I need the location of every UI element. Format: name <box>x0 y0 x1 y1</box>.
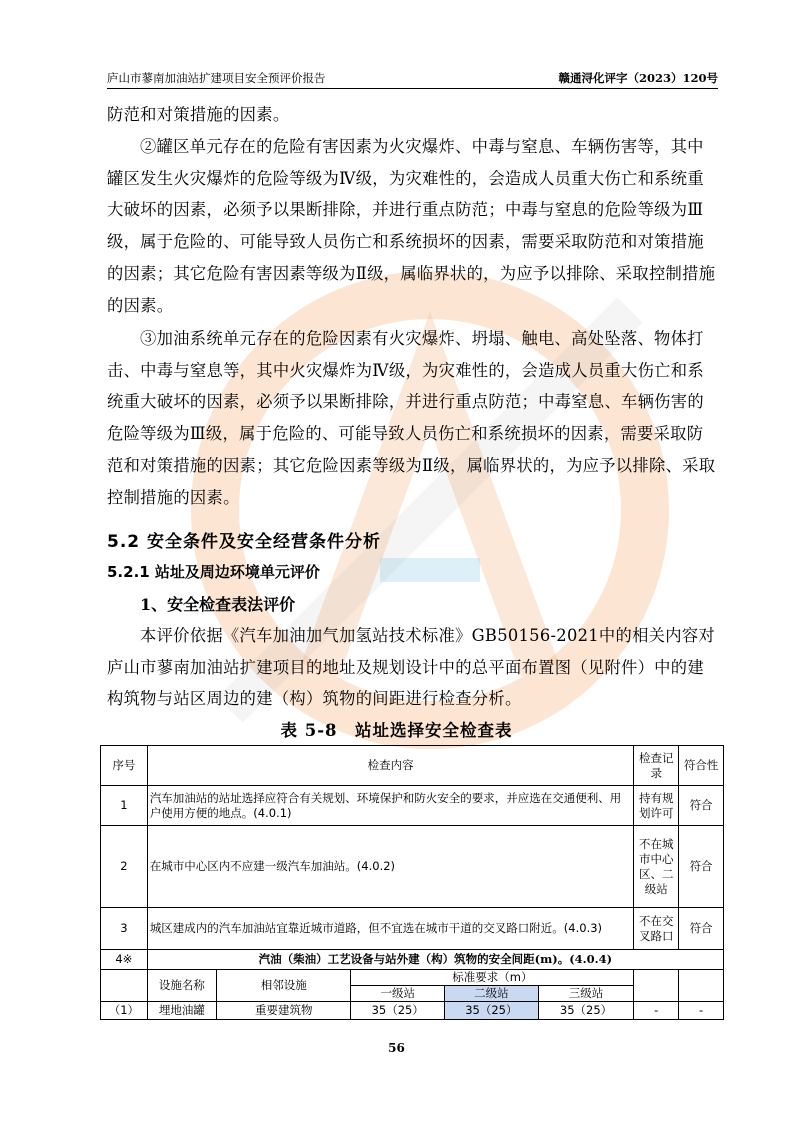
paragraph-2: ②罐区单元存在的危险有害因素为火灾爆炸、中毒与窒息、车辆伤害等，其中罐区发生火灾爆炸的危险等级为Ⅳ级，为灾难性的，会造成人员重大伤亡和系统重大破坏的因素，必须予以果断排除，并进行重点防范；中毒与窒息的危险等级为Ⅲ级，属于危险的、可能导致人员伤亡和系统损坏的因素，需要采取防范和对策措施的因素；其它危险有害因素等级为Ⅱ级，属临界状的，为应予以排除、采取控制措施的因素。 <box>107 137 716 315</box>
table-row <box>101 908 724 950</box>
table-row <box>101 826 724 908</box>
table-row <box>101 786 724 826</box>
section-heading-5-2: 5.2 安全条件及安全经营条件分析 <box>107 532 382 552</box>
sub-header-grade-1: 一级站 <box>351 986 445 1002</box>
row-no: 1 <box>101 786 148 826</box>
row-record: 持有规划许可 <box>634 786 679 826</box>
sub-header-grade-2: 二级站 <box>445 986 539 1002</box>
sub-row-grade-3: 35（25） <box>538 1002 634 1020</box>
paragraph-1: 防范和对策措施的因素。 <box>107 105 290 124</box>
sub-row-adjacent: 重要建筑物 <box>217 1002 351 1020</box>
row-no: 2 <box>101 826 148 908</box>
sub-row-grade-2: 35（25） <box>445 1002 539 1020</box>
section-heading-5-2-1: 5.2.1 站址及周边环境单元评价 <box>107 563 320 581</box>
sub-header-facility: 设施名称 <box>147 970 216 1002</box>
row-content: 城区建成内的汽车加油站宜靠近城市道路，但不宜选在城市干道的交叉路口附近。(4.0.3) <box>147 908 634 950</box>
sub-header-adjacent: 相邻设施 <box>217 970 351 1002</box>
header-record: 检查记录 <box>634 746 679 786</box>
sub-header-standard: 标准要求（m） <box>351 970 634 986</box>
subsection-heading: 1、安全检查表法评价 <box>140 595 296 614</box>
paragraph-3: ③加油系统单元存在的危险因素有火灾爆炸、坍塌、触电、高处坠落、物体打击、中毒与窒息等，其中火灾爆炸为Ⅳ级，为灾难性的，会造成人员重大伤亡和系统重大破坏的因素，必须予以果断排除，并进行重点防范；中毒窒息、车辆伤害的危险等级为Ⅲ级，属于危险的、可能导致人员伤亡和系统损坏的因素，需要采取防范和对策措施的因素；其它危险因素等级为Ⅱ级，属临界状的，为应予以排除、采取控制措施的因素。 <box>107 329 716 507</box>
row-result: 符合 <box>679 826 724 908</box>
row-no: 4※ <box>101 950 148 970</box>
site-selection-checklist-table <box>100 745 724 1020</box>
page-header <box>107 68 718 89</box>
sub-header-grade-3: 三级站 <box>538 986 634 1002</box>
row-result: 符合 <box>679 908 724 950</box>
row-no: 3 <box>101 908 148 950</box>
row-record: 不在城市中心区、二级站 <box>634 826 679 908</box>
sub-row-facility: 埋地油罐 <box>147 1002 216 1020</box>
row-result: 符合 <box>679 786 724 826</box>
header-no: 序号 <box>101 746 148 786</box>
header-result: 符合性 <box>679 746 724 786</box>
page-number: 56 <box>388 1041 405 1055</box>
paragraph-4: 本评价依据《汽车加油加气加氢站技术标准》GB50156-2021中的相关内容对庐山市蓼南加油站扩建项目的地址及规划设计中的总平面布置图（见附件）中的建构筑物与站区周边的建（构）筑物的间距进行检查分析。 <box>107 626 715 709</box>
sub-row-no: （1） <box>101 1002 148 1020</box>
sub-row-grade-1: 35（25） <box>351 1002 445 1020</box>
table-caption: 表 5-8 站址选择安全检查表 <box>280 721 513 740</box>
table-row-4 <box>101 950 724 970</box>
sub-header-row <box>101 970 724 986</box>
table-header-row <box>101 746 724 786</box>
table-row <box>101 1002 724 1020</box>
sub-row-result: - <box>679 1002 724 1020</box>
row4-title: 汽油（柴油）工艺设备与站外建（构）筑物的安全间距(m)。(4.0.4) <box>147 950 723 970</box>
header-report-number: 赣通浔化评字（2023）120号 <box>558 71 718 85</box>
sub-row-record: - <box>634 1002 679 1020</box>
row-record: 不在交叉路口 <box>634 908 679 950</box>
header-content: 检查内容 <box>147 746 634 786</box>
row-content: 汽车加油站的站址选择应符合有关规划、环境保护和防火安全的要求，并应选在交通便利、用户使用方便的地点。(4.0.1) <box>147 786 634 826</box>
header-report-title: 庐山市蓼南加油站扩建项目安全预评价报告 <box>107 71 326 85</box>
row-content: 在城市中心区内不应建一级汽车加油站。(4.0.2) <box>147 826 634 908</box>
